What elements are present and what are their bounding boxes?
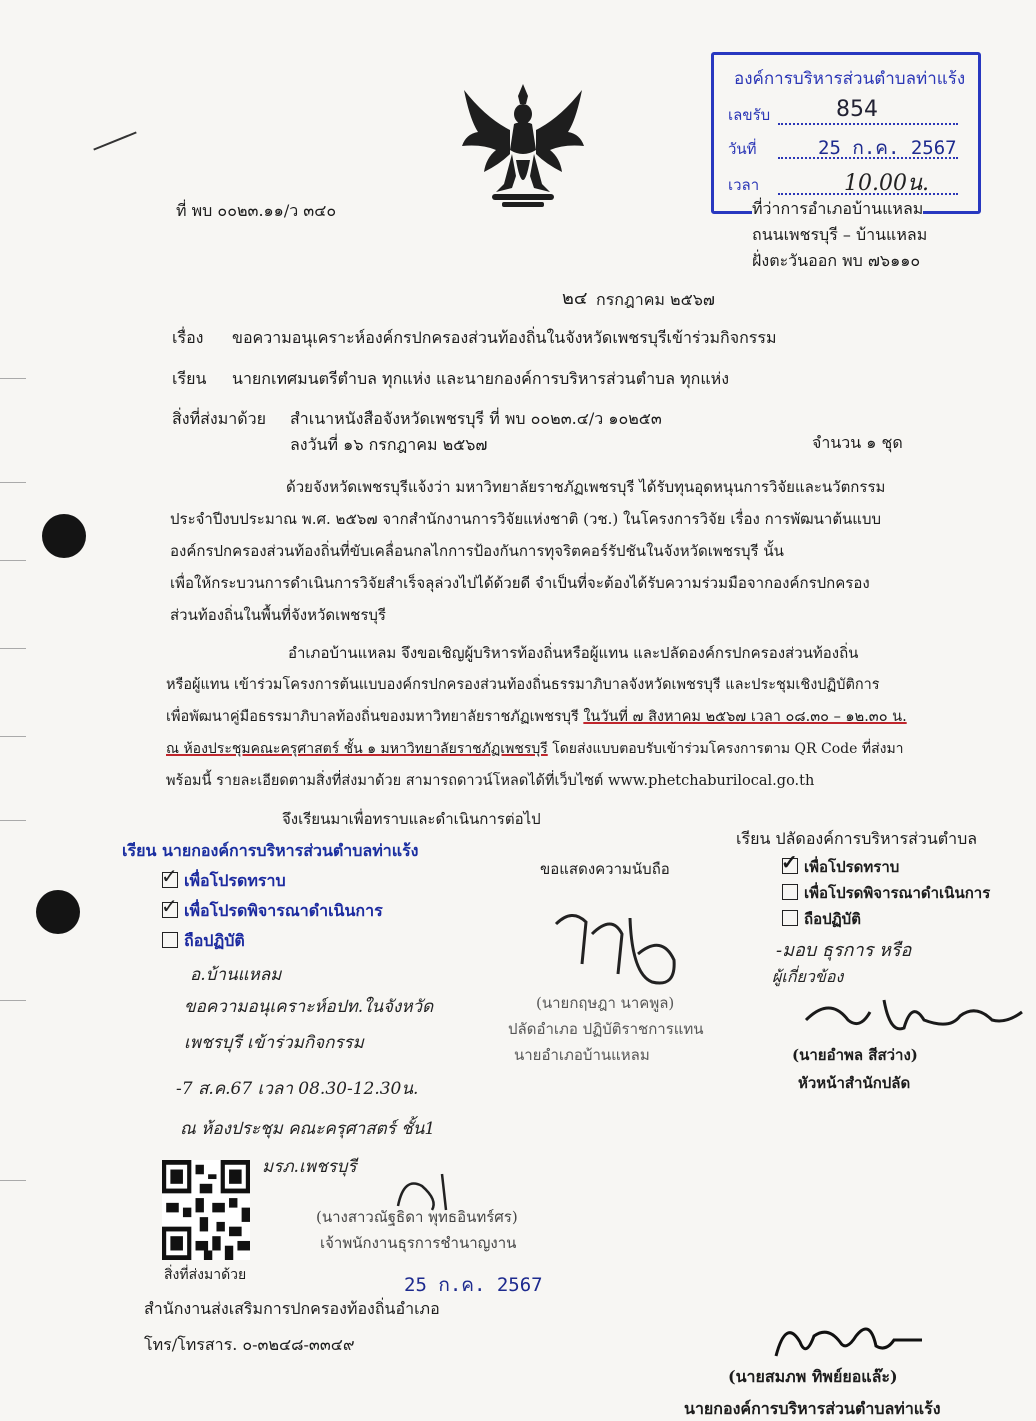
left-memo-to: เรียน นายกองค์การบริหารส่วนตำบลท่าแร้ง <box>122 841 419 860</box>
page-edge-mark <box>0 378 26 379</box>
stamp-time-label: เวลา <box>728 176 760 194</box>
page-edge-mark <box>0 648 26 649</box>
right-memo-to: เรียน ปลัดองค์การบริหารส่วนตำบล <box>736 829 978 848</box>
event-date-highlight: ในวันที่ ๗ สิงหาคม ๒๕๖๗ เวลา ๐๘.๓๐ – ๑๒.๓๐ น. <box>583 709 907 725</box>
letter-date-day: ๒๔ <box>562 288 588 309</box>
section-head-title: หัวหน้าสำนักปลัด <box>798 1074 911 1092</box>
district-officer-title: นายอำเภอบ้านแหลม <box>514 1046 650 1064</box>
subject-label: เรื่อง <box>172 328 204 347</box>
page-edge-mark <box>0 736 26 737</box>
section-head-name: (นายอำพล สีสว่าง) <box>792 1046 918 1064</box>
body-line: หรือผู้แทน เข้าร่วมโครงการต้นแบบองค์กรปกครองส่วนท้องถิ่นธรรมาภิบาลจังหวัดเพชรบุรี และประชุมเชิงปฏิบัติการ <box>166 677 880 693</box>
body-text: เพื่อพัฒนาคู่มือธรรมาภิบาลท้องถิ่นของมหาวิทยาลัยราชภัฏเพชรบุรี <box>166 709 584 725</box>
checkbox-checked: ✓ <box>161 894 178 918</box>
body-line: ส่วนท้องถิ่นในพื้นที่จังหวัดเพชรบุรี <box>170 606 386 624</box>
office-name: ที่ว่าการอำเภอบ้านแหลม <box>752 199 924 218</box>
checkbox-checked: ✓ <box>781 850 798 874</box>
to-label: เรียน <box>172 369 207 388</box>
page-edge-mark <box>0 1180 26 1181</box>
stamp-receive-label: เลขรับ <box>728 106 771 124</box>
subject-text: ขอความอนุเคราะห์องค์กรปกครองส่วนท้องถิ่นในจังหวัดเพชรบุรีเข้าร่วมกิจกรรม <box>232 328 777 347</box>
reference-number: ที่ พบ ๐๐๒๓.๑๑/ว ๓๔๐ <box>176 201 337 220</box>
handwritten-note: มรภ.เพชรบุรี <box>262 1157 357 1177</box>
to-text: นายกเทศมนตรีตำบล ทุกแห่ง และนายกองค์การบริหารส่วนตำบล ทุกแห่ง <box>232 369 730 388</box>
regards-text: ขอแสดงความนับถือ <box>540 860 670 878</box>
checkbox-unchecked <box>782 910 798 926</box>
handwritten-note: เพชรบุรี เข้าร่วมกิจกรรม <box>184 1033 364 1053</box>
district-officer-title: ปลัดอำเภอ ปฏิบัติราชการแทน <box>508 1020 704 1038</box>
page-edge-mark <box>0 560 26 561</box>
mayor-title: นายกองค์การบริหารส่วนตำบลท่าแร้ง <box>684 1399 941 1418</box>
left-memo-option: ถือปฏิบัติ <box>162 930 245 952</box>
body-line <box>166 738 904 760</box>
punch-hole <box>36 890 80 934</box>
enclosure-label: สิ่งที่ส่งมาด้วย <box>172 409 266 428</box>
receipt-stamp <box>711 52 981 214</box>
stamp-date-label: วันที่ <box>728 140 757 158</box>
page-edge-mark <box>0 482 26 483</box>
body-text: โดยส่งแบบตอบรับเข้าร่วมโครงการตาม QR Code ที่ส่งมา <box>547 741 904 757</box>
checkbox-checked: ✓ <box>161 864 178 888</box>
closing-line: จึงเรียนมาเพื่อทราบและดำเนินการต่อไป <box>282 810 541 828</box>
handwritten-note: -มอบ ธุรการ หรือ <box>776 940 912 961</box>
left-memo-option: ✓ เพื่อโปรดพิจารณาดำเนินการ <box>161 894 383 920</box>
mayor-signature <box>770 1312 930 1368</box>
office-road: ถนนเพชรบุรี – บ้านแหลม <box>752 225 928 244</box>
page-edge-mark <box>0 820 26 821</box>
qr-code-icon <box>162 1160 250 1260</box>
checkbox-unchecked <box>162 932 178 948</box>
left-memo-option: ✓ เพื่อโปรดทราบ <box>161 864 286 890</box>
letter-date: กรกฎาคม ๒๕๖๗ <box>596 290 715 309</box>
stamp-receive-no: 854 <box>836 97 878 122</box>
event-venue-highlight: ณ ห้องประชุมคณะครุศาสตร์ ชั้น ๑ มหาวิทยาลัยราชภัฏเพชรบุรี <box>166 741 548 757</box>
stamp-org: องค์การบริหารส่วนตำบลท่าแร้ง <box>734 69 966 89</box>
body-line <box>166 706 907 728</box>
staff-title: เจ้าพนักงานธุรการชำนาญงาน <box>320 1234 517 1252</box>
footer-phone: โทร/โทรสาร. ๐-๓๒๔๘-๓๓๔๙ <box>144 1335 355 1354</box>
body-line: เพื่อให้กระบวนการดำเนินการวิจัยสำเร็จลุล่วงไปได้ด้วยดี จำเป็นที่จะต้องได้รับความร่วมมือจากองค์กรปกครอง <box>170 574 870 592</box>
punch-hole <box>42 514 86 558</box>
garuda-emblem-icon <box>456 80 590 212</box>
checkbox-unchecked <box>782 884 798 900</box>
enclosure-line1: สำเนาหนังสือจังหวัดเพชรบุรี ที่ พบ ๐๐๒๓.๔/ว ๑๐๒๕๓ <box>290 409 662 428</box>
district-officer-signature <box>552 904 682 994</box>
handwritten-note: ณ ห้องประชุม คณะครุศาสตร์ ชั้น1 <box>180 1119 436 1139</box>
staff-date-stamp: 25 ก.ค. 2567 <box>404 1274 543 1296</box>
footer-office: สำนักงานส่งเสริมการปกครองท้องถิ่นอำเภอ <box>144 1299 440 1318</box>
body-line: ด้วยจังหวัดเพชรบุรีแจ้งว่า มหาวิทยาลัยราชภัฏเพชรบุรี ได้รับทุนอุดหนุนการวิจัยและนวัตกรรม <box>286 478 886 496</box>
right-memo-option: ✓ เพื่อโปรดทราบ <box>781 850 900 876</box>
pen-stroke <box>93 131 136 150</box>
handwritten-note: ขอความอนุเคราะห์อปท.ในจังหวัด <box>184 997 434 1017</box>
body-line: องค์กรปกครองส่วนท้องถิ่นที่ขับเคลื่อนกลไกการป้องกันการทุจริตคอร์รัปชันในจังหวัดเพชรบุรี นั้น <box>170 542 784 560</box>
handwritten-note: -7 ส.ค.67 เวลา 08.30-12.30น. <box>176 1079 419 1099</box>
stamp-date: 25 ก.ค. 2567 <box>818 137 957 159</box>
handwritten-note: ผู้เกี่ยวข้อง <box>772 967 844 986</box>
section-head-signature <box>800 990 1030 1038</box>
enclosure-count: จำนวน ๑ ชุด <box>812 433 903 452</box>
body-line: อำเภอบ้านแหลม จึงขอเชิญผู้บริหารท้องถิ่นหรือผู้แทน และปลัดองค์กรปกครองส่วนท้องถิ่น <box>288 644 859 662</box>
page-edge-mark <box>0 1000 26 1001</box>
handwritten-note: อ.บ้านแหลม <box>190 965 282 985</box>
body-line: พร้อมนี้ รายละเอียดตามสิ่งที่ส่งมาด้วย สามารถดาวน์โหลดได้ที่เว็บไซต์ www.phetchaburilocal.go.th <box>166 773 815 789</box>
stamp-time: 10.00น. <box>844 171 930 196</box>
staff-name: (นางสาวณัฐธิดา พุทธอินทร์ศร) <box>316 1208 518 1226</box>
mayor-name: (นายสมภพ ทิพย์ยอแล๊ะ) <box>728 1367 898 1386</box>
enclosure-line2: ลงวันที่ ๑๖ กรกฎาคม ๒๕๖๗ <box>290 435 488 454</box>
right-memo-option: เพื่อโปรดพิจารณาดำเนินการ <box>782 882 990 904</box>
body-line: ประจำปีงบประมาณ พ.ศ. ๒๕๖๗ จากสำนักงานการวิจัยแห่งชาติ (วช.) ในโครงการวิจัย เรื่อง การพัฒนาต้นแบบ <box>170 510 882 528</box>
district-officer-name: (นายกฤษฎา นาคพูล) <box>536 994 675 1012</box>
qr-caption: สิ่งที่ส่งมาด้วย <box>164 1267 247 1283</box>
right-memo-option: ถือปฏิบัติ <box>782 908 861 930</box>
office-locality: ฝั่งตะวันออก พบ ๗๖๑๑๐ <box>752 251 921 270</box>
